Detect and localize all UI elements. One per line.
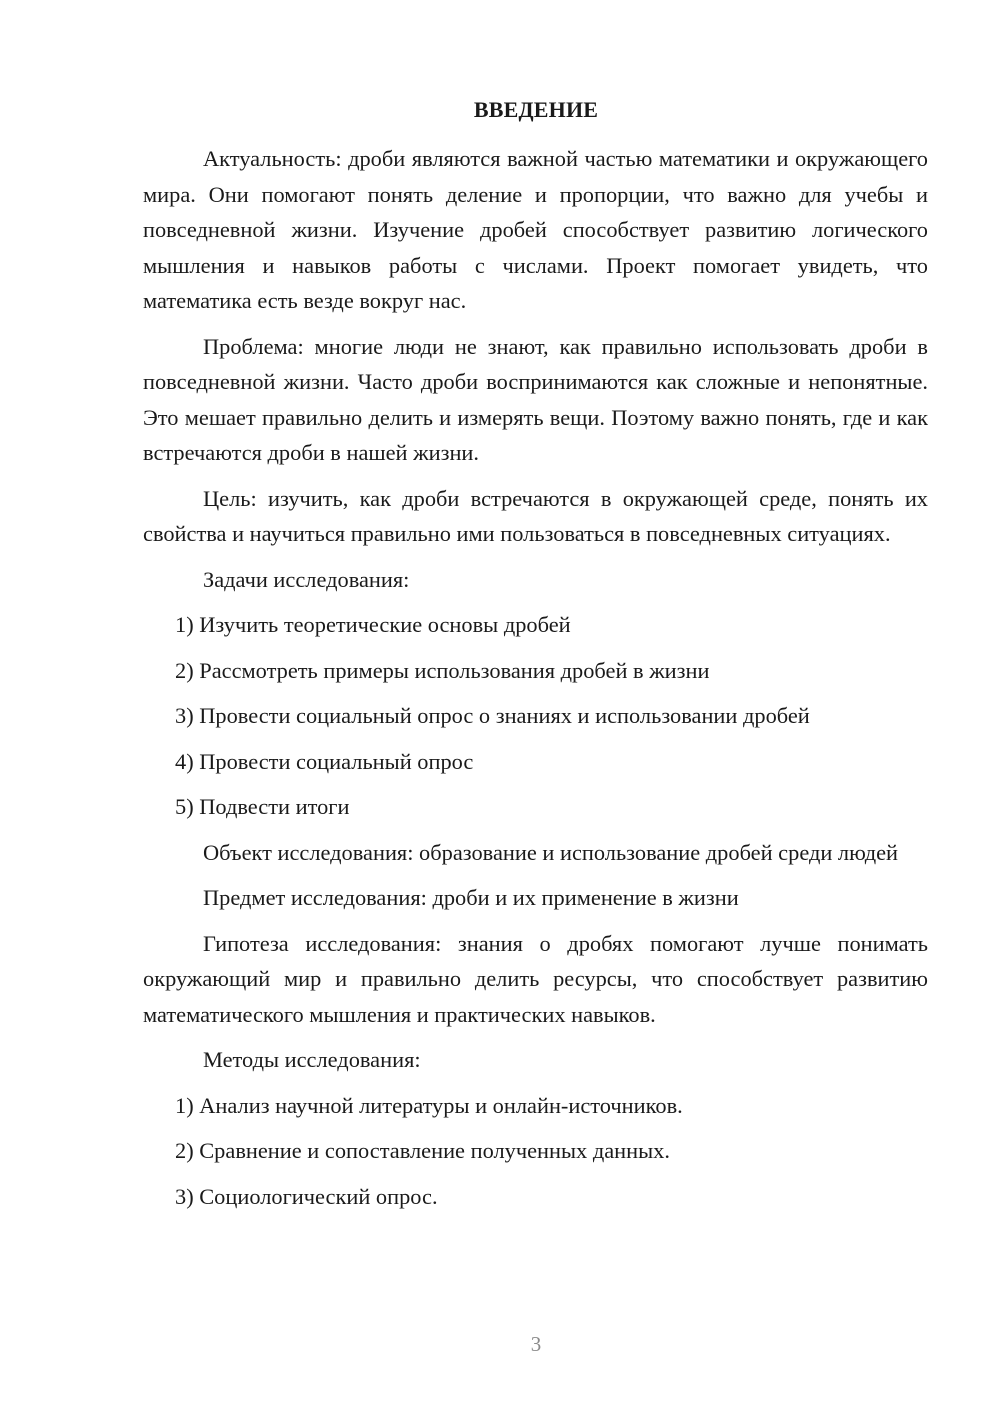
paragraph-relevance: Актуальность: дроби являются важной частью математики и окружающего мира. Они помогают понять деление и пропорции, что важно для учебы и повседневной жизни. Изучение дробей способствует развитию логического мышления и навыков работы с числами. Проект помогает увидеть, что математика есть везде вокруг нас. xyxy=(143,146,928,313)
document-body xyxy=(143,141,928,1224)
page-title: ВВЕДЕНИЕ xyxy=(473,97,599,122)
task-item-1: 1) Изучить теоретические основы дробей xyxy=(175,612,571,637)
paragraph-subject: Предмет исследования: дроби и их применение в жизни xyxy=(203,885,739,910)
paragraph-object: Объект исследования: образование и использование дробей среди людей xyxy=(203,839,899,865)
method-item-3: 3) Социологический опрос. xyxy=(175,1183,438,1209)
paragraph-hypothesis: Гипотеза исследования: знания о дробях помогают лучше понимать окружающий мир и правильно делить ресурсы, что способствует развитию математического мышления и практических навыков. xyxy=(143,930,928,1027)
task-item-5: 5) Подвести итоги xyxy=(175,794,350,819)
tasks-heading: Задачи исследования: xyxy=(203,566,410,592)
task-item-4: 4) Провести социальный опрос xyxy=(175,748,474,774)
paragraph-problem: Проблема: многие люди не знают, как правильно использовать дроби в повседневной жизни. Часто дроби воспринимаются как сложные и непонятные. Это мешает правильно делить и измерять вещи. Поэтому важно понять, где и как встречаются дроби в нашей жизни. xyxy=(143,333,928,465)
paragraph-goal: Цель: изучить, как дроби встречаются в окружающей среде, понять их свойства и научиться правильно ими пользоваться в повседневных ситуациях. xyxy=(143,485,928,546)
task-item-2: 2) Рассмотреть примеры использования дробей в жизни xyxy=(175,657,710,683)
method-item-2: 2) Сравнение и сопоставление полученных данных. xyxy=(175,1138,670,1163)
task-item-3: 3) Провести социальный опрос о знаниях и использовании дробей xyxy=(175,703,810,728)
methods-heading: Методы исследования: xyxy=(203,1047,421,1072)
page-number: 3 xyxy=(530,1332,542,1356)
method-item-1: 1) Анализ научной литературы и онлайн-источников. xyxy=(175,1092,683,1118)
